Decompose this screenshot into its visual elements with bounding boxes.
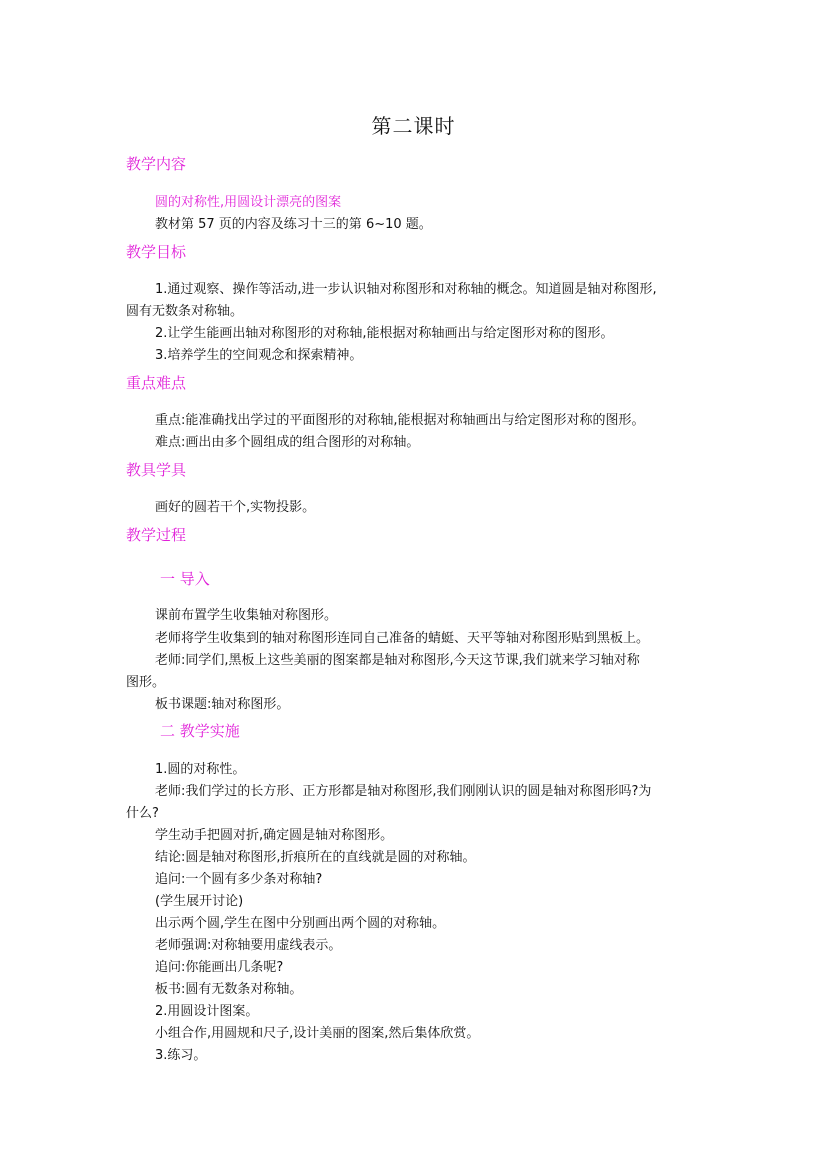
heading-process: 教学过程 — [126, 526, 187, 544]
impl-line-1: 1.圆的对称性。 — [155, 762, 246, 777]
heading-tools: 教具学具 — [126, 461, 187, 479]
impl-line-11: 2.用圆设计图案。 — [155, 1004, 259, 1019]
intro-line-3a: 老师:同学们,黑板上这些美丽的图案都是轴对称图形,今天这节课,我们就来学习轴对称 — [155, 653, 640, 668]
intro-line-2: 老师将学生收集到的轴对称图形连同自己准备的蜻蜓、天平等轴对称图形贴到黑板上。 — [155, 631, 650, 646]
key-2: 难点:画出由多个圆组成的组合图形的对称轴。 — [155, 435, 420, 450]
key-1: 重点:能准确找出学过的平面图形的对称轴,能根据对称轴画出与给定图形对称的图形。 — [155, 413, 645, 428]
impl-line-13: 3.练习。 — [155, 1048, 207, 1063]
heading-goals: 教学目标 — [126, 243, 187, 261]
subheading-implementation: 二 教学实施 — [160, 722, 240, 740]
impl-line-2a: 老师:我们学过的长方形、正方形都是轴对称图形,我们刚刚认识的圆是轴对称图形吗?为 — [155, 784, 652, 799]
intro-line-3b: 图形。 — [126, 675, 166, 690]
impl-line-2b: 什么? — [126, 806, 159, 821]
impl-line-4: 结论:圆是轴对称图形,折痕所在的直线就是圆的对称轴。 — [155, 850, 476, 865]
heading-content: 教学内容 — [126, 155, 187, 173]
impl-line-7: 出示两个圆,学生在图中分别画出两个圆的对称轴。 — [155, 916, 446, 931]
impl-line-6: (学生展开讨论) — [155, 894, 244, 909]
subheading-intro: 一 导入 — [160, 570, 210, 588]
goal-1a: 1.通过观察、操作等活动,进一步认识轴对称图形和对称轴的概念。知道圆是轴对称图形, — [155, 282, 657, 297]
heading-key: 重点难点 — [126, 374, 187, 392]
impl-line-8: 老师强调:对称轴要用虚线表示。 — [155, 938, 342, 953]
content-line-2: 教材第 57 页的内容及练习十三的第 6~10 题。 — [155, 217, 432, 232]
tools-1: 画好的圆若干个,实物投影。 — [155, 500, 316, 515]
impl-line-3: 学生动手把圆对折,确定圆是轴对称图形。 — [155, 828, 394, 843]
page-title: 第二课时 — [371, 114, 456, 138]
goal-2: 2.让学生能画出轴对称图形的对称轴,能根据对称轴画出与给定图形对称的图形。 — [155, 326, 614, 341]
impl-line-5: 追问:一个圆有多少条对称轴? — [155, 872, 323, 887]
impl-line-12: 小组合作,用圆规和尺子,设计美丽的图案,然后集体欣赏。 — [155, 1026, 480, 1041]
impl-line-10: 板书:圆有无数条对称轴。 — [155, 982, 303, 997]
intro-line-1: 课前布置学生收集轴对称图形。 — [155, 608, 338, 623]
goal-1b: 圆有无数条对称轴。 — [126, 304, 244, 319]
impl-line-9: 追问:你能画出几条呢? — [155, 960, 284, 975]
intro-line-4: 板书课题:轴对称图形。 — [155, 697, 290, 712]
goal-3: 3.培养学生的空间观念和探索精神。 — [155, 348, 363, 363]
content-line-1: 圆的对称性,用圆设计漂亮的图案 — [155, 195, 342, 210]
